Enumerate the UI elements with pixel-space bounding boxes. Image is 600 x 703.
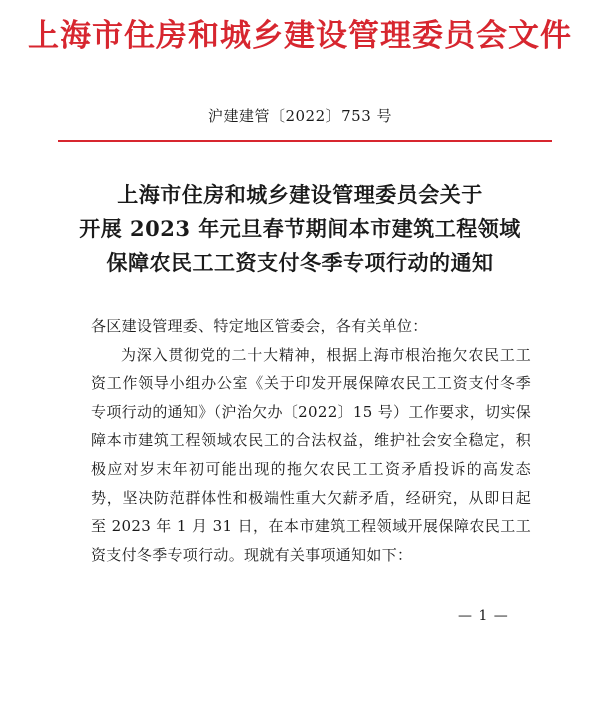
notice-title [0,178,600,280]
body-paragraph: 为深入贯彻党的二十大精神，根据上海市根治拖欠农民工工资工作领导小组办公室《关于印发开展保障农民工工资支付冬季专项行动的通知》（沪治欠办〔2022〕15 号）工作要求，切实保障本市建筑工程领域农民工的合法权益，维护社会安全稳定，积极应对岁末年初可能出现的拖欠农民工工资矛盾投诉的高发态势，坚决防范群体性和极端性重大欠薪矛盾，经研究，从即日起至 2023 年 1 月 31 日，在本市建筑工程领域开展保障农民工工资支付冬季专项行动。现就有关事项通知如下： [91,345,531,564]
title-line-1: 上海市住房和城乡建设管理委员会关于 [117,182,483,207]
red-separator-rule [58,140,552,142]
notice-body [91,312,531,569]
title-line-2: 开展 2023 年元旦春节期间本市建筑工程领域 [79,216,521,241]
title-line-3: 保障农民工工资支付冬季专项行动的通知 [106,250,494,275]
addressee-line: 各区建设管理委、特定地区管委会，各有关单位： [91,317,428,335]
document-number: 沪建建管〔2022〕753 号 [207,107,393,125]
issuer-masthead: 上海市住房和城乡建设管理委员会文件 [28,18,572,54]
page-number: — 1 — [458,608,509,624]
